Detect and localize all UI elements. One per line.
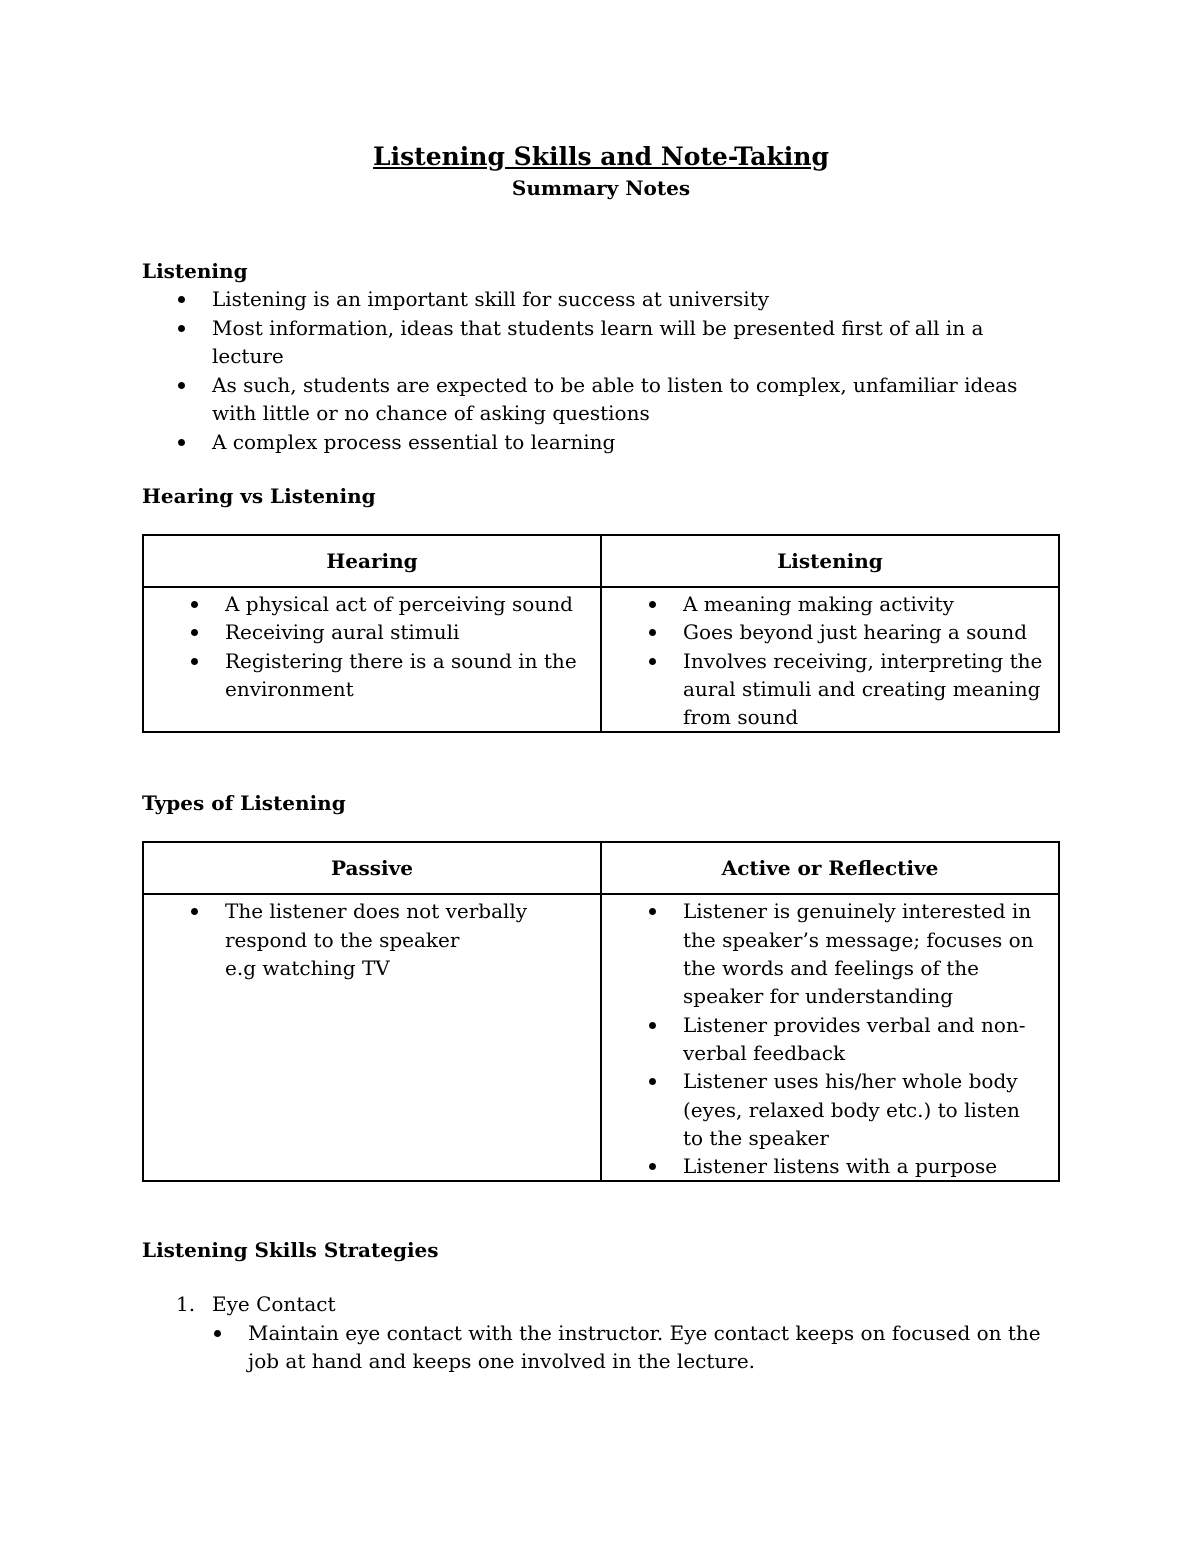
types-of-listening-section <box>142 789 1060 1182</box>
table-cell-passive <box>143 894 601 1181</box>
list-item: Most information, ideas that students learn will be presented first of all in a lecture <box>142 314 1060 371</box>
strategy-item-eye-contact <box>142 1290 1060 1376</box>
types-of-listening-table <box>142 841 1060 1182</box>
strategies-list <box>142 1290 1060 1376</box>
hearing-bullet-list <box>144 590 600 703</box>
list-item: Listening is an important skill for success at university <box>142 285 1060 314</box>
list-item: Goes beyond just hearing a sound <box>602 618 1058 646</box>
passive-bullet-list <box>144 897 600 954</box>
table-header-row <box>143 535 1059 587</box>
list-item: As such, students are expected to be able to listen to complex, unfamiliar ideas with little or no chance of asking questions <box>142 371 1060 428</box>
document-page <box>142 140 1060 1376</box>
listening-section <box>142 257 1060 456</box>
document-subtitle: Summary Notes <box>511 176 691 200</box>
table-header-hearing: Hearing <box>143 535 601 587</box>
table-cell-active <box>601 894 1059 1181</box>
hearing-vs-listening-table <box>142 534 1060 733</box>
passive-example: e.g watching TV <box>225 956 390 981</box>
table-row <box>143 894 1059 1181</box>
list-item: Listener is genuinely interested in the speaker’s message; focuses on the words and feelings of the speaker for understanding <box>602 897 1058 1010</box>
strategies-heading: Listening Skills Strategies <box>142 1238 439 1263</box>
list-item: A complex process essential to learning <box>142 428 1060 457</box>
strategy-bullet-list <box>212 1319 1060 1376</box>
active-bullet-list <box>602 897 1058 1180</box>
table-cell-listening <box>601 587 1059 732</box>
listening-heading: Listening <box>142 259 248 283</box>
list-item: Involves receiving, interpreting the aural stimuli and creating meaning from sound <box>602 647 1058 732</box>
table-header-passive: Passive <box>143 842 601 894</box>
list-item: A physical act of perceiving sound <box>144 590 600 618</box>
hearing-vs-listening-heading: Hearing vs Listening <box>142 484 376 508</box>
hearing-vs-listening-section <box>142 482 1060 733</box>
list-item: Listener uses his/her whole body (eyes, relaxed body etc.) to listen to the speaker <box>602 1067 1058 1152</box>
types-of-listening-heading: Types of Listening <box>142 791 346 816</box>
list-item: A meaning making activity <box>602 590 1058 618</box>
document-title: Listening Skills and Note-Taking <box>373 142 829 171</box>
list-item: The listener does not verbally respond to the speaker <box>144 897 600 954</box>
table-header-row <box>143 842 1059 894</box>
list-item: Listener provides verbal and non-verbal feedback <box>602 1011 1058 1068</box>
strategies-section <box>142 1236 1060 1376</box>
strategy-label: Eye Contact <box>212 1292 336 1317</box>
listening-bullet-list <box>602 590 1058 731</box>
strategy-number: 1. <box>176 1292 196 1317</box>
table-row <box>143 587 1059 732</box>
list-item: Listener listens with a purpose <box>602 1152 1058 1180</box>
table-header-listening: Listening <box>601 535 1059 587</box>
list-item: Maintain eye contact with the instructor. Eye contact keeps on focused on the job at hand and keeps one involved in the lecture. <box>212 1319 1060 1376</box>
list-item: Registering there is a sound in the environment <box>144 647 600 704</box>
table-cell-hearing <box>143 587 601 732</box>
table-header-active: Active or Reflective <box>601 842 1059 894</box>
listening-bullet-list <box>142 285 1060 456</box>
list-item: Receiving aural stimuli <box>144 618 600 646</box>
